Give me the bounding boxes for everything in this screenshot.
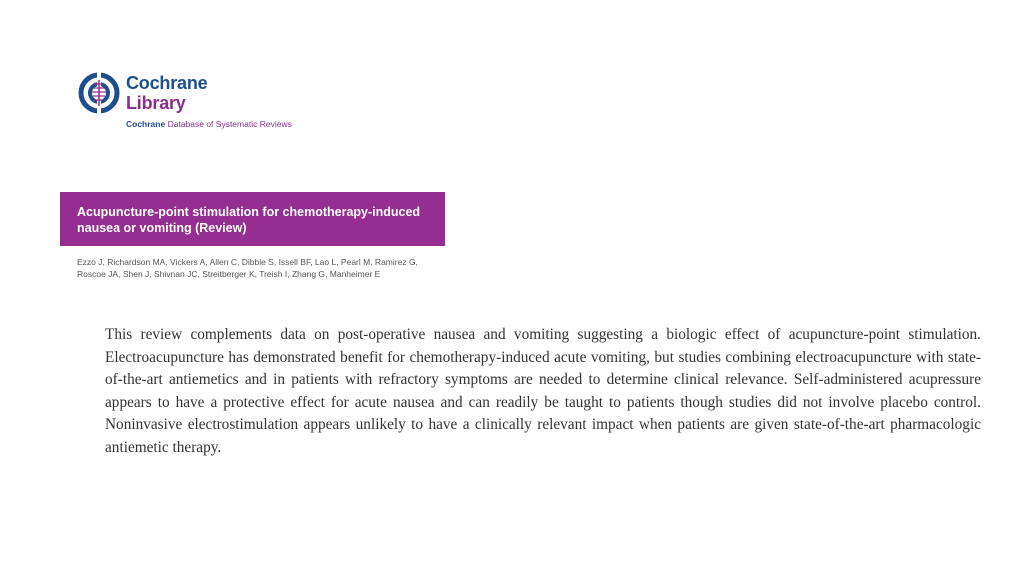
logo-wordmark-cochrane: Cochrane [126, 73, 208, 93]
summary-paragraph: This review complements data on post-operative nausea and vomiting suggesting a biologic effect of acupuncture-point stimulation. Electroacupuncture has demonstrated benefit for chemotherapy-induced acute vomiting, but studies combining electroacupuncture with state-of-the-art antiemetics and in patients with refractory symptoms are needed to determine clinical relevance. Self-administered acupressure appears to have a protective effect for acute nausea and can readily be taught to patients though studies did not involve placebo control. Noninvasive electrostimulation appears unlikely to have a clinically relevant impact when patients are given state-of-the-art pharmacologic antiemetic therapy. [105, 326, 981, 456]
logo-wordmark-library: Library [126, 93, 186, 113]
cochrane-logo-icon [78, 72, 120, 114]
logo-subtitle-database: Database of Systematic Reviews [165, 119, 292, 129]
review-title-band [60, 192, 445, 246]
cochrane-library-logo [78, 72, 338, 132]
review-authors: Ezzo J, Richardson MA, Vickers A, Allen C, Dibble S, Issell BF, Lao L, Pearl M, Ramirez G, Roscoe JA, Shen J, Shivnan JC, Streitberger K, Treish I, Zhang G, Manheimer E [77, 257, 418, 279]
logo-subtitle [126, 119, 292, 129]
logo-subtitle-brand: Cochrane [126, 119, 166, 129]
review-title: Acupuncture-point stimulation for chemotherapy-induced nausea or vomiting (Review) [77, 205, 421, 235]
